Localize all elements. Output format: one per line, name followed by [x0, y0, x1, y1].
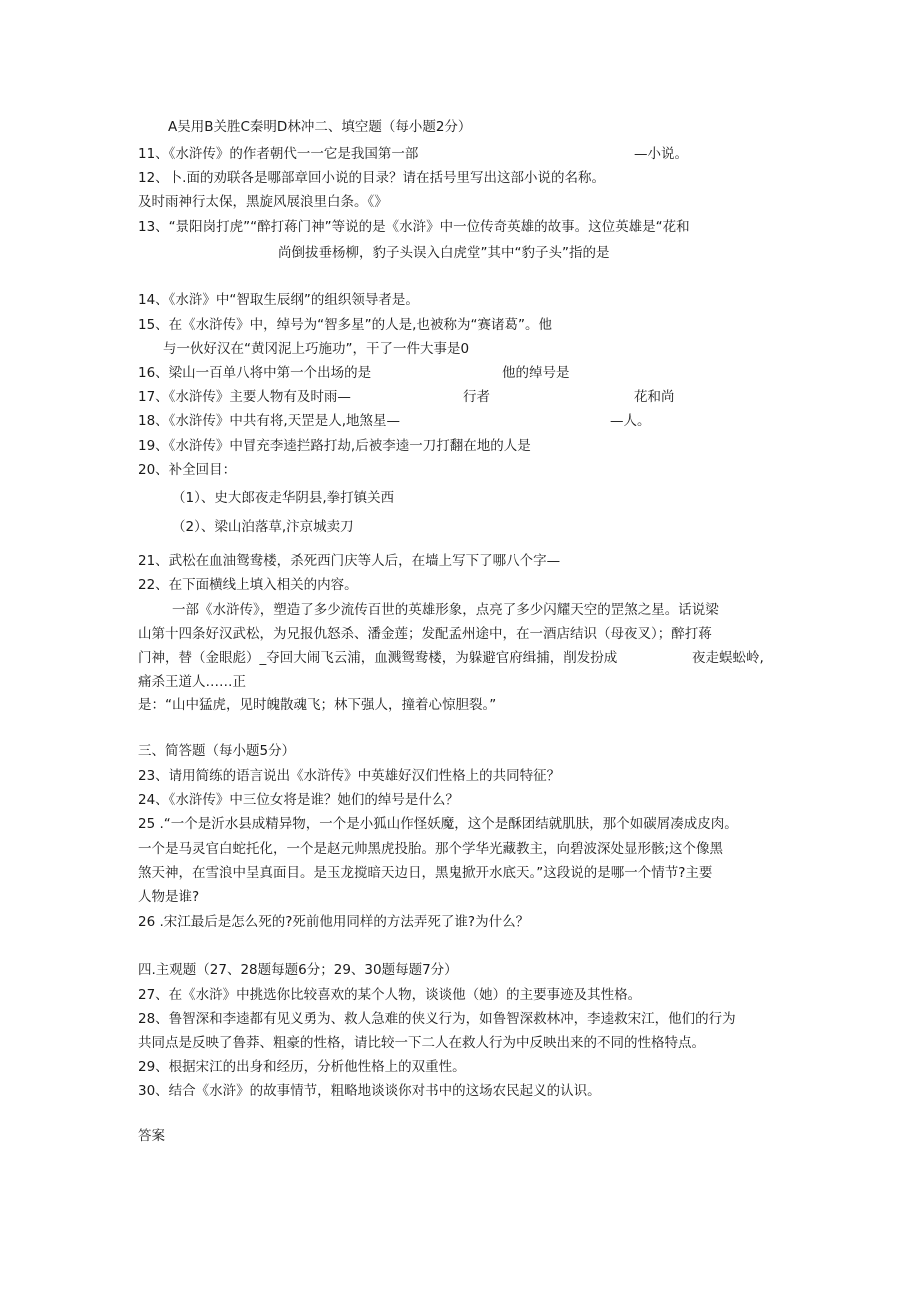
- question-22-passage-line-3: 门神，替（金眼彪）_夺回大闹飞云浦，血溅鸳鸯楼，为躲避官府缉捕，削发扮成: [138, 650, 618, 666]
- answer-heading: 答案: [138, 1128, 165, 1144]
- question-22-passage-line-1: 一部《水浒传》，塑造了多少流传百世的英雄形象，点亮了多少闪耀天空的罡煞之星。话说梁: [172, 602, 719, 618]
- question-11-text: 11、《水浒传》的作者朝代一一它是我国第一部: [138, 146, 419, 162]
- question-25-line-4: 人物是谁?: [138, 889, 200, 905]
- question-25-line-2: 一个是马灵官白蛇托化，一个是赵元帅黑虎投胎。那个学华光藏教主，向碧波深处显形骸;这个像黑: [138, 841, 724, 857]
- question-23-text: 23、请用简练的语言说出《水浒传》中英雄好汉们性格上的共同特征？: [138, 768, 561, 784]
- question-20-item-1: （1）、史大郎夜走华阴县,拳打镇关西: [172, 490, 395, 506]
- question-24-text: 24、《水浒传》中三位女将是谁？她们的绰号是什么？: [138, 792, 459, 808]
- question-15-text: 15、在《水浒传》中，绰号为“智多星”的人是,也被称为“赛诸葛”。他: [138, 317, 552, 333]
- question-12-text: 12、卜.面的劝联各是哪部章回小说的目录？请在括号里写出这部小说的名称。: [138, 170, 605, 186]
- question-15-continuation: 与一伙好汉在“黄冈泥上巧施功”，干了一件大事是0: [163, 341, 470, 357]
- question-28-line-2: 共同点是反映了鲁莽、粗豪的性格，请比较一下二人在救人行为中反映出来的不同的性格特点。: [138, 1035, 705, 1051]
- question-13-continuation: 尚倒拔垂杨柳，豹子头误入白虎堂”其中“豹子头”指的是: [278, 245, 610, 261]
- question-22-passage-line-2: 山第十四条好汉武松，为兄报仇怒杀、潘金莲；发配孟州途中，在一酒店结识（母夜叉）；醉打蒋: [138, 626, 712, 642]
- question-25-line-3: 煞天神，在雪浪中呈真面目。是玉龙搅暗天边日，黑鬼掀开水底天。”这段说的是哪一个情节?主要: [138, 865, 713, 881]
- question-12-couplet: 及时雨神行太保，黑旋风展浪里白条。《》: [138, 194, 388, 210]
- question-22-passage-line-4: 痛杀王道人……正: [138, 674, 246, 690]
- question-16-text: 16、梁山一百单八将中第一个出场的是: [138, 365, 372, 381]
- question-25-line-1: 25 .“一个是沂水县成精异物，一个是小狐山作怪妖魔，这个是酥团结就肌肤，那个如碳屑凑成皮肉。: [138, 816, 738, 832]
- question-11-suffix: —小说。: [634, 146, 688, 162]
- section-3-title: 三、简答题（每小题5分）: [138, 743, 296, 759]
- question-14-text: 14、《水浒》中“智取生辰纲”的组织领导者是。: [138, 292, 419, 308]
- mc-options-tail: A吴用B关胜C秦明D林冲二、填空题（每小题2分）: [168, 119, 472, 135]
- question-16-suffix: 他的绰号是: [502, 365, 570, 381]
- question-19-text: 19、《水浒传》中冒充李逵拦路打劫,后被李逵一刀打翻在地的人是: [138, 438, 531, 454]
- question-17-text: 17、《水浒传》主要人物有及时雨—: [138, 389, 351, 405]
- question-17-part-c: 花和尚: [634, 389, 675, 405]
- question-21-text: 21、武松在血油鸳鸯楼，杀死西门庆等人后，在墙上写下了哪八个字—: [138, 553, 561, 569]
- question-13-text: 13、“景阳岗打虎”“醉打蒋门神”等说的是《水浒》中一位传奇英雄的故事。这位英雄是“花和: [138, 219, 690, 235]
- question-26-text: 26 .宋江最后是怎么死的?死前他用同样的方法弄死了谁?为什么？: [138, 914, 530, 930]
- question-30-text: 30、结合《水浒》的故事情节，粗略地谈谈你对书中的这场农民起义的认识。: [138, 1083, 601, 1099]
- question-22-passage-line-3-end: 夜走蜈蚣岭,: [692, 650, 764, 666]
- question-18-suffix: —人。: [610, 413, 651, 429]
- question-17-part-b: 行者: [463, 389, 490, 405]
- question-18-text: 18、《水浒传》中共有将,天罡是人,地煞星—: [138, 413, 401, 429]
- question-29-text: 29、根据宋江的出身和经历，分析他性格上的双重性。: [138, 1059, 466, 1075]
- question-20-text: 20、补全回目：: [138, 462, 237, 478]
- question-20-item-2: （2）、梁山泊落草,汴京城卖刀: [172, 519, 354, 535]
- section-4-title: 四.主观题（27、28题每题6分；29、30题每题7分）: [138, 962, 458, 978]
- question-22-passage-line-5: 是：“山中猛虎，见时魄散魂飞；林下强人，撞着心惊胆裂。”: [138, 697, 497, 713]
- question-28-line-1: 28、鲁智深和李逵都有见义勇为、救人急难的侠义行为，如鲁智深救林冲，李逵救宋江，他们的行为: [138, 1011, 736, 1027]
- question-22-text: 22、在下面横线上填入相关的内容。: [138, 577, 358, 593]
- question-27-text: 27、在《水浒》中挑选你比较喜欢的某个人物，谈谈他（她）的主要事迹及其性格。: [138, 987, 642, 1003]
